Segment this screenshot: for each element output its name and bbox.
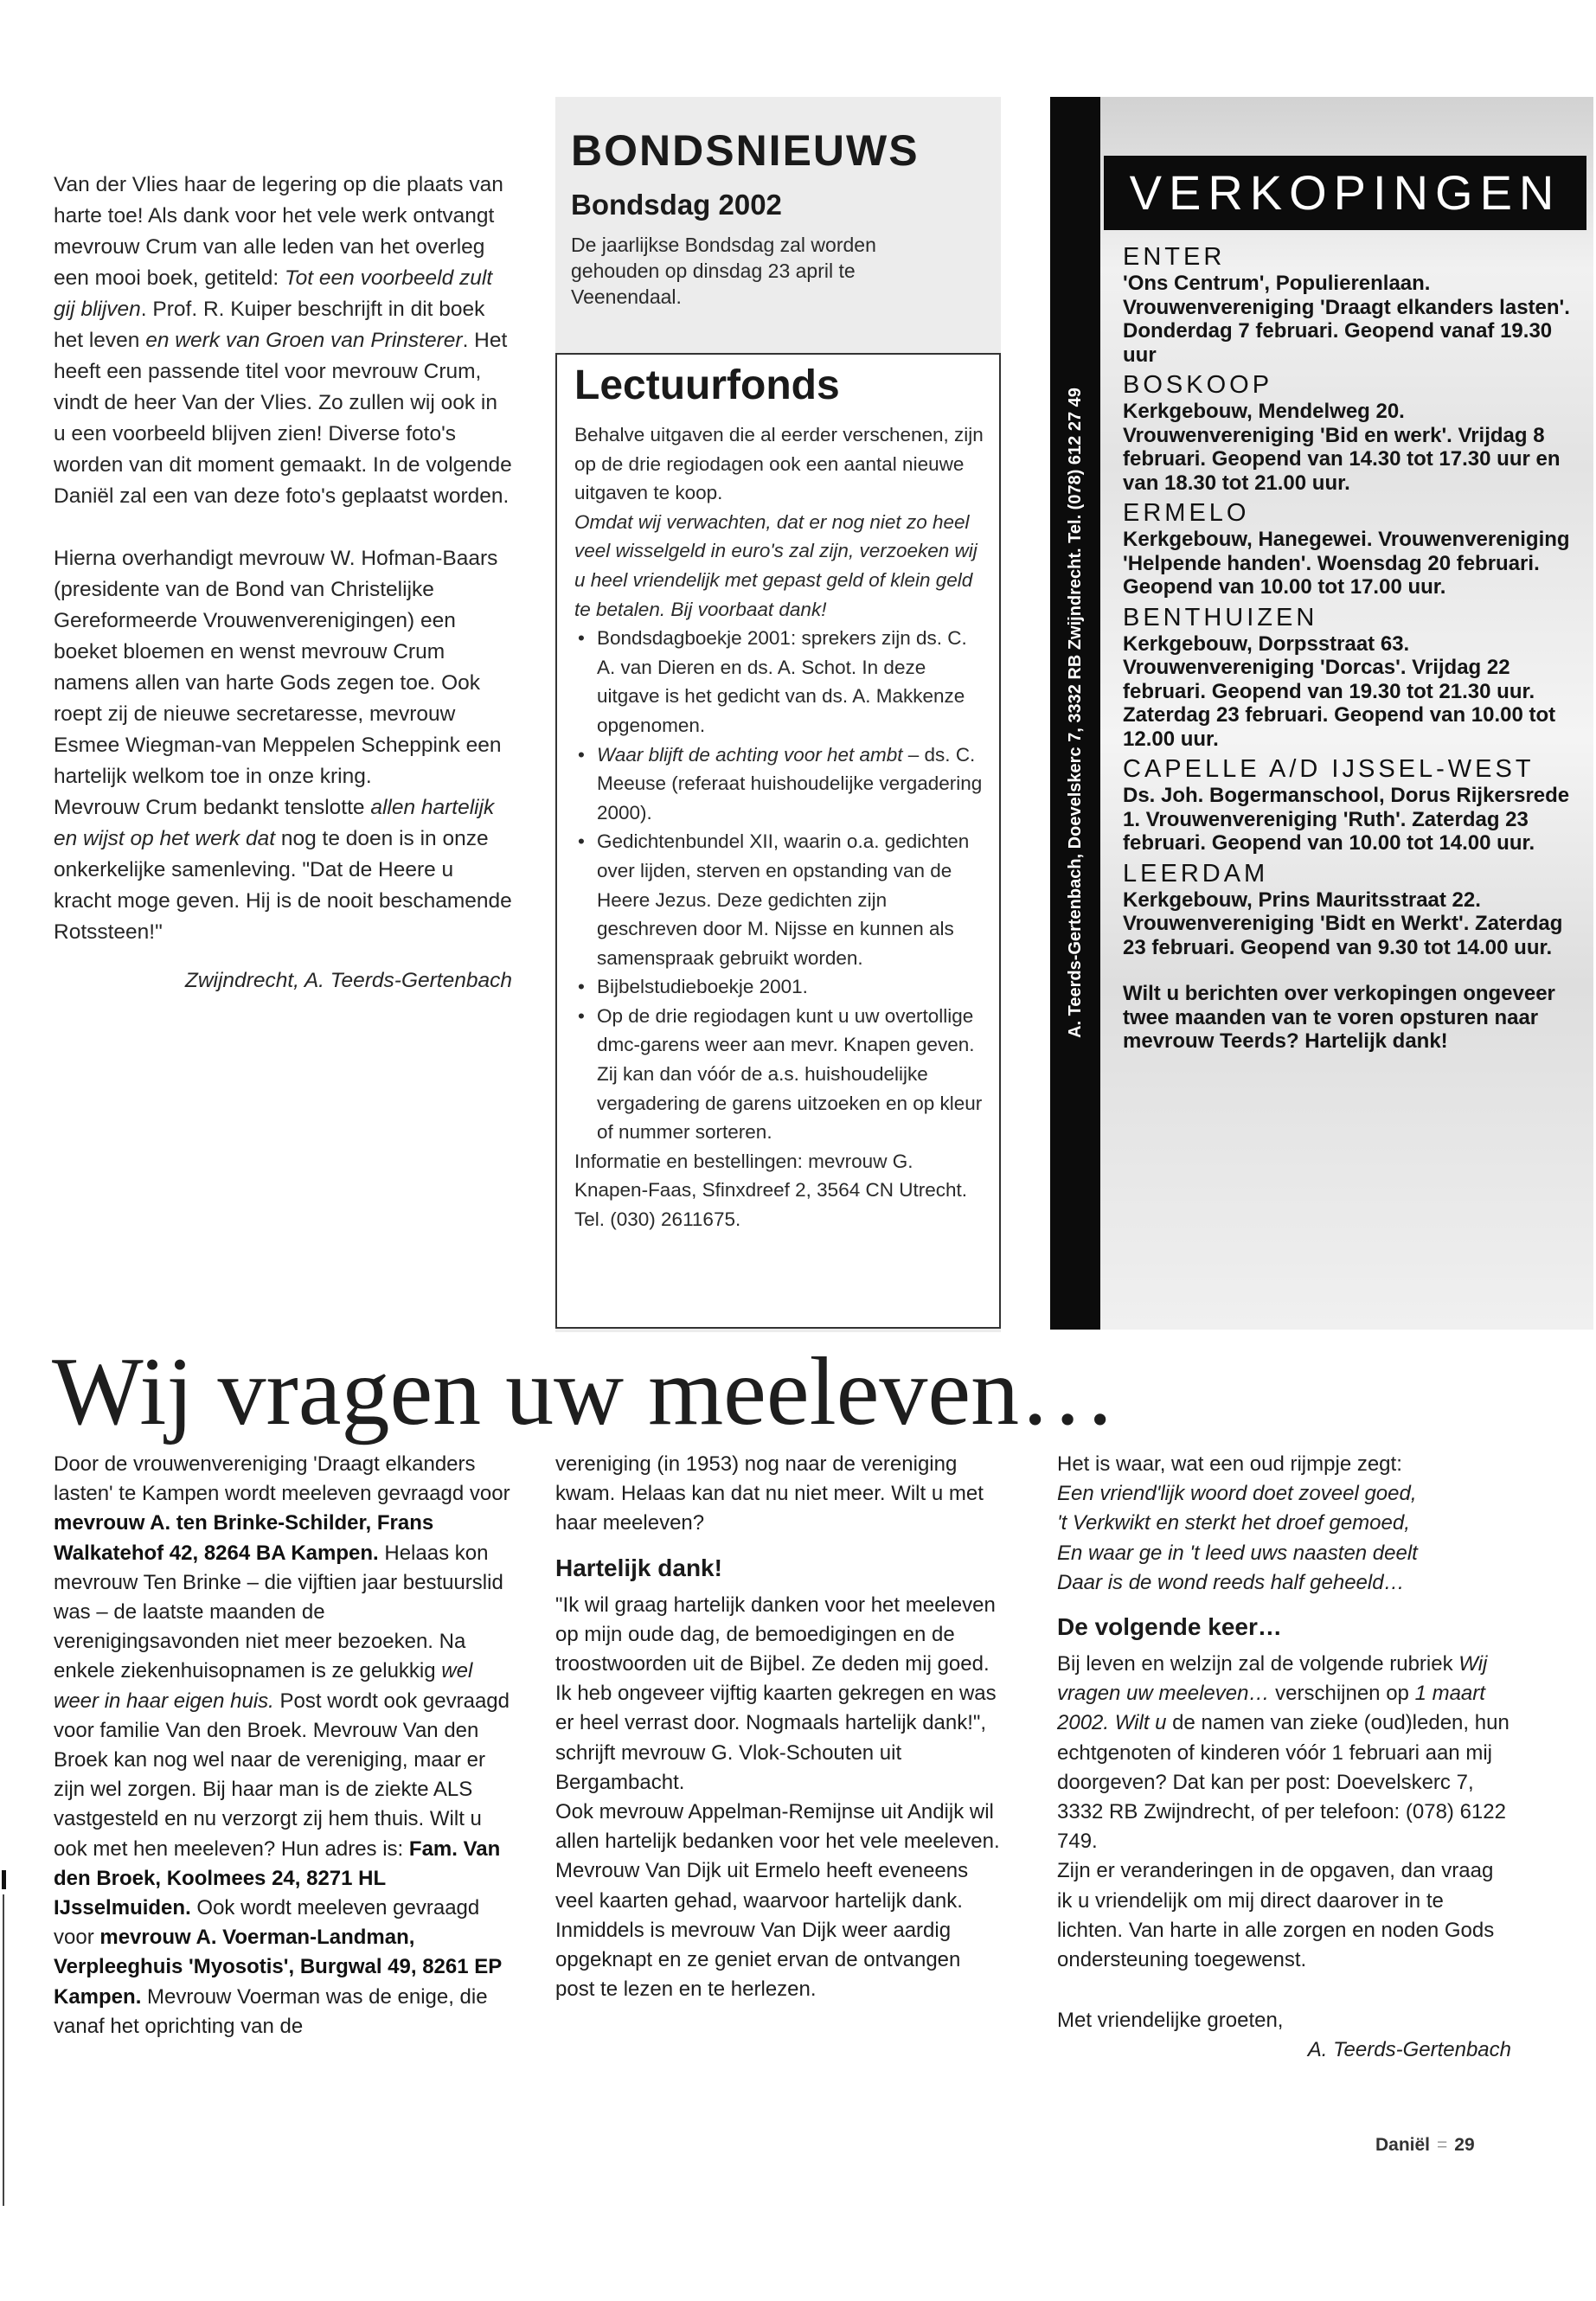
article-paragraph: Het is waar, wat een oud rijmpje zegt:: [1057, 1452, 1402, 1476]
lectuurfonds-body: [574, 420, 988, 1234]
bondsdag-intro: De jaarlijkse Bondsdag zal worden gehouden op dinsdag 23 april te Veenendaal.: [571, 234, 876, 308]
list-item: [1123, 242, 1590, 367]
article-paragraph: Mevrouw Crum bedankt tenslotte allen hartelijk en wijst op het werk dat nog te doen is in onze onkerkelijke samenleving. "Dat de Heere u kracht moge geven. Hij is de nooit beschamende Rotssteen!": [54, 796, 512, 944]
margin-rule: [3, 1894, 4, 2206]
town-name: ENTER: [1123, 243, 1226, 271]
article-paragraph: Door de vrouwenvereniging 'Draagt elkanders lasten' te Kampen wordt meeleven gevraagd voor mevrouw A. ten Brinke-Schilder, Frans Walkatehof 42, 8264 BA Kampen. Helaas kon mevrouw Ten Brinke – die vijftien jaar bestuurslid was – de laatste maanden de verenigingsavonden niet meer bezoeken. Na enkele ziekenhuisopnamen is ze gelukkig wel weer in haar eigen huis. Post wordt ook gevraagd voor familie Van den Broek. Mevrouw Van den Broek kan nog wel naar de vereniging, maar er zijn wel zorgen. Bij haar man is de ziekte ALS vastgesteld en nu verzorgt zij hem thuis. Wilt u ook met hen meeleven? Hun adres is: Fam. Van den Broek, Koolmees 24, 8271 HL IJsselmuiden. Ook wordt meeleven gevraagd voor mevrouw A. Voerman-Landman, Verpleeghuis 'Myosotis', Burgwal 49, 8261 EP Kampen. Mevrouw Voerman was de enige, die vanaf het oprichting van de: [54, 1452, 510, 2038]
list-item: [1123, 370, 1590, 495]
list-item: • Waar blijft de achting voor het ambt – ds. C. Meeuse (referaat huishoudelijke vergadering 2000).: [574, 740, 988, 828]
article-paragraph: "Ik wil graag hartelijk danken voor het meeleven op mijn oude dag, de bemoedigingen en de troostwoorden uit de Bijbel. Ze deden mij goed. Ik heb ongeveer vijftig kaarten gekregen en was er heel verrast door. Nogmaals hartelijk dank!", schrijft mevrouw G. Vlok-Schouten uit Bergambacht.: [555, 1593, 997, 1794]
lectuurfonds-title: Lectuurfonds: [574, 362, 840, 408]
verkopingen-list: [1123, 239, 1590, 1054]
town-name: BENTHUIZEN: [1123, 603, 1318, 631]
article-paragraph: Mevrouw Van Dijk uit Ermelo heeft eveneens veel kaarten gehad, waarvoor hartelijk dank. Inmiddels is mevrouw Van Dijk weer aardig opgeknapt en ze geniet ervan de ontvangen post te lezen en te herlezen.: [555, 1859, 969, 2002]
magazine-name: Daniël: [1375, 2135, 1431, 2155]
sale-details: Kerkgebouw, Prins Mauritsstraat 22. Vrouwenvereniging 'Bidt en Werkt'. Zaterdag 23 februari. Geopend van 9.30 tot 14.00 uur.: [1123, 888, 1563, 959]
footer-separator: =: [1437, 2135, 1448, 2155]
article-signature: A. Teerds-Gertenbach: [1307, 2038, 1511, 2062]
page-footer: [1375, 2135, 1475, 2156]
continued-article: [54, 170, 512, 997]
verkopingen-title: VERKOPINGEN: [1104, 156, 1586, 230]
volgende-keer-subhead: De volgende keer…: [1057, 1613, 1282, 1641]
list-item: • Bondsdagboekje 2001: sprekers zijn ds. C. A. van Dieren en ds. A. Schot. In deze uitgave is het gedicht van ds. A. Makkenze opgenomen.: [574, 624, 988, 740]
poem-line: Een vriend'lijk woord doet zoveel goed,: [1057, 1482, 1417, 1506]
poem-line: Daar is de wond reeds half geheeld…: [1057, 1570, 1405, 1594]
meeleven-column-2: [555, 1450, 1001, 2004]
article-paragraph: Van der Vlies haar de legering op die plaats van harte toe! Als dank voor het vele werk ontvangt mevrouw Crum van alle leden van het overleg een mooi boek, getiteld: Tot een voorbeeld zult gij blijven. Prof. R. Kuiper beschrijft in dit boek het leven en werk van Groen van Prinsterer. Het heeft een passende titel voor mevrouw Crum, vindt de heer Van der Vlies. Zo zullen wij ook in u een voorbeeld blijven zien! Diverse foto's worden van dit moment gemaakt. In de volgende Daniël zal een van deze foto's geplaatst worden.: [54, 173, 512, 508]
poem-line: En waar ge in 't leed uws naasten deelt: [1057, 1541, 1418, 1565]
list-item: [1123, 498, 1590, 599]
sale-details: Kerkgebouw, Hanegewei. Vrouwenvereniging 'Helpende handen'. Woensdag 20 februari. Geopend van 10.00 tot 17.00 uur.: [1123, 528, 1570, 599]
article-signature: Zwijndrecht, A. Teerds-Gertenbach: [184, 969, 512, 992]
verkopingen-vertical-address: A. Teerds-Gertenbach, Doevelskerc 7, 3332 RB Zwijndrecht. Tel. (078) 612 27 49: [1066, 388, 1085, 1038]
sale-details: Ds. Joh. Bogermanschool, Dorus Rijkersrede 1. Vrouwenvereniging 'Ruth'. Zaterdag 23 februari. Geopend van 10.00 tot 14.00 uur.: [1123, 784, 1570, 855]
sale-details: Kerkgebouw, Dorpsstraat 63. Vrouwenvereniging 'Dorcas'. Vrijdag 22 februari. Geopend van 19.30 tot 21.30 uur. Zaterdag 23 februari. Geopend van 10.00 tot 12.00 uur.: [1123, 631, 1556, 751]
article-paragraph: Hierna overhandigt mevrouw W. Hofman-Baars (presidente van de Bond van Christelijke Gereformeerde Vrouwenverenigingen) een boeket bloemen en wenst mevrouw Crum namens allen van harte Gods zegen toe. Ook roept zij de nieuwe secretaresse, mevrouw Esmee Wiegman-van Meppelen Scheppink een hartelijk welkom toe in onze kring.: [54, 547, 502, 788]
list-item: [1123, 859, 1590, 960]
verkopingen-closing: Wilt u berichten over verkopingen ongeveer twee maanden van te voren opsturen naar mevrouw Teerds? Hartelijk dank!: [1123, 982, 1555, 1053]
town-name: LEERDAM: [1123, 859, 1269, 888]
town-name: BOSKOOP: [1123, 371, 1273, 399]
article-paragraph: Zijn er veranderingen in de opgaven, dan vraag ik u vriendelijk om mij direct daarover in te lichten. Van harte in alle zorgen en noden Gods ondersteuning toegewenst.: [1057, 1859, 1495, 1972]
sale-details: Kerkgebouw, Mendelweg 20. Vrouwenvereniging 'Bid en werk'. Vrijdag 8 februari. Geopend van 14.30 tot 17.30 uur en van 18.30 tot 21.00 uur.: [1123, 400, 1561, 495]
bondsnieuws-title: BONDSNIEUWS: [571, 126, 920, 175]
list-item: • Op de drie regiodagen kunt u uw overtollige dmc-garens weer aan mevr. Knapen geven. Zij kan dan vóór de a.s. huishoudelijke vergadering de garens uitzoeken en op kleur of nummer sorteren.: [574, 1002, 988, 1147]
list-item: • Bijbelstudieboekje 2001.: [574, 972, 988, 1002]
meeleven-column-1: [54, 1450, 512, 2041]
lectuurfonds-intro: Behalve uitgaven die al eerder verschenen, zijn op de drie regiodagen ook een aantal nieuwe uitgaven te koop.: [574, 424, 984, 504]
list-item: [1123, 603, 1590, 752]
bondsdag-subtitle: Bondsdag 2002: [571, 189, 782, 221]
town-name: CAPELLE A/D IJSSEL-WEST: [1123, 755, 1535, 783]
lectuurfonds-list: [574, 624, 988, 1147]
article-paragraph: vereniging (in 1953) nog naar de vereniging kwam. Helaas kan dat nu niet meer. Wilt u met haar meeleven?: [555, 1452, 984, 1535]
greeting: Met vriendelijke groeten,: [1057, 2009, 1284, 2033]
list-item: • Gedichtenbundel XII, waarin o.a. gedichten over lijden, sterven en opstanding van de Heere Jezus. Deze gedichten zijn geschreven door M. Nijsse en kunnen als samenspraak gebruikt worden.: [574, 827, 988, 972]
meeleven-column-3: [1057, 1450, 1511, 2066]
margin-mark: [2, 1870, 6, 1889]
poem-line: 't Verkwikt en sterkt het droef gemoed,: [1057, 1511, 1410, 1535]
article-paragraph: Ook mevrouw Appelman-Remijnse uit Andijk wil allen hartelijk bedanken voor het vele meeleven.: [555, 1800, 1000, 1854]
list-item: [1123, 754, 1590, 856]
page-number: 29: [1454, 2135, 1475, 2155]
town-name: ERMELO: [1123, 499, 1250, 527]
hartelijk-dank-subhead: Hartelijk dank!: [555, 1554, 722, 1581]
sale-details: 'Ons Centrum', Populierenlaan. Vrouwenvereniging 'Draagt elkanders lasten'. Donderdag 7 februari. Geopend vanaf 19.30 uur: [1123, 272, 1570, 367]
article-paragraph: Bij leven en welzijn zal de volgende rubriek Wij vragen uw meeleven… verschijnen op 1 maart 2002. Wilt u de namen van zieke (oud)leden, hun echtgenoten of kinderen vóór 1 februari aan mij doorgeven? Dat kan per post: Doevelskerc 7, 3332 RB Zwijndrecht, of per telefoon: (078) 6122 749.: [1057, 1652, 1509, 1854]
lectuurfonds-note: Omdat wij verwachten, dat er nog niet zo heel veel wisselgeld in euro's zal zijn, verzoeken wij u heel vriendelijk met gepast geld of klein geld te betalen. Bij voorbaat dank!: [574, 510, 977, 620]
meeleven-heading: Wij vragen uw meeleven…: [52, 1338, 1117, 1445]
lectuurfonds-contact: Informatie en bestellingen: mevrouw G. Knapen-Faas, Sfinxdreef 2, 3564 CN Utrecht. Tel. (030) 2611675.: [574, 1150, 967, 1231]
